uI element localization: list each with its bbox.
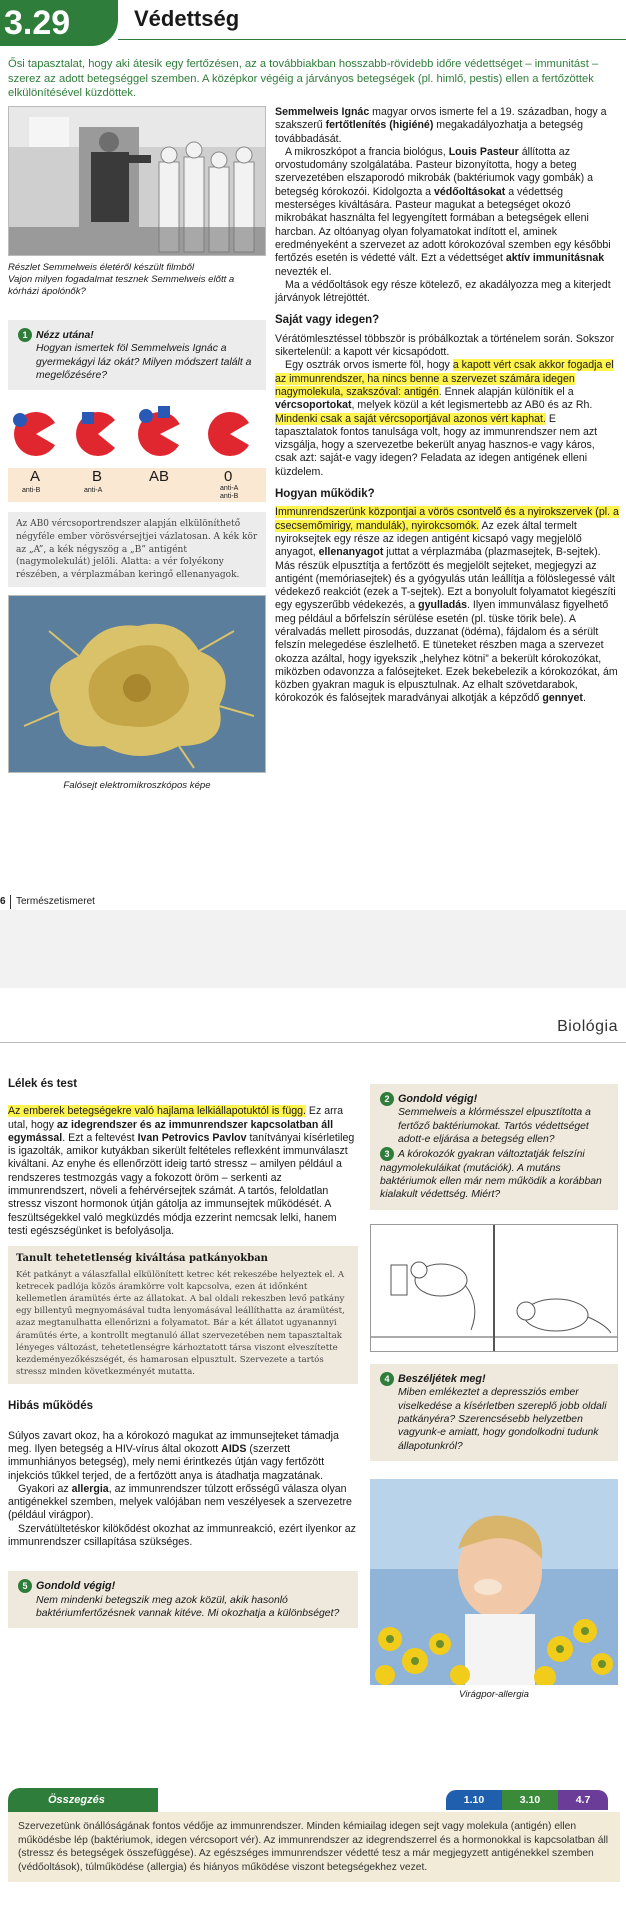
- semmelweis-film-photo: [8, 106, 266, 256]
- heading-mind-and-body: Lélek és test: [8, 1078, 78, 1090]
- task-box-4: [370, 1364, 618, 1461]
- term-pus: gennyet: [542, 692, 583, 705]
- text-span: . Ezt a feltevést: [62, 1131, 138, 1144]
- task-box-5: [8, 1571, 358, 1628]
- heading-self-or-foreign: Saját vagy idegen?: [275, 314, 380, 327]
- text-span: . Ennek alapján különítik el a: [438, 385, 574, 398]
- term-active-immunity: aktív immunitásnak: [505, 252, 605, 265]
- header-divider: [0, 1042, 626, 1043]
- task-text: A kórokozók gyakran változtatják felszíni nagymolekuláikat (mutációk). A mutáns baktériumok ellen már nem működik a korábban kialakult védettség. Miért?: [380, 1149, 602, 1201]
- paragraph-transplant: Szervátültetéskor kilökődést okozhat az immunreakció, ezért ilyenkor az immunrendszer csillapítása szükséges.: [8, 1522, 356, 1549]
- task-text: Miben emlékeztet a depressziós ember viselkedése a kísérletben szereplő jobb oldali patkányéra? Szerencsésebb helyzetben vagyunk-e amiatt, hogy gondolkodni tudunk állapotunkról?: [398, 1387, 607, 1452]
- text-span: nevezték el.: [275, 265, 332, 278]
- task-text: Semmelweis a klórmésszel elpusztította a fertőző baktériumokat. Tartós védettséget adott-e eljárása a betegség ellen?: [398, 1107, 591, 1146]
- cross-ref-tag[interactable]: 4.7: [558, 1790, 608, 1810]
- text-span: .: [582, 692, 586, 705]
- term-inflammation: gyulladás: [418, 599, 467, 612]
- micrograph-caption: Falósejt elektromikroszkópos képe: [63, 780, 211, 792]
- phagocyte-micrograph: [8, 595, 266, 773]
- summary-header: [8, 1788, 620, 1812]
- task-number-badge: 3: [380, 1147, 394, 1161]
- abo-blood-type-diagram: [8, 402, 266, 502]
- highlight-mood: Az emberek betegségekre való hajlama lelkiállapotuktól is függ.: [8, 1105, 306, 1118]
- term-allergy: allergia: [71, 1482, 109, 1495]
- term-hygiene: fertőtlenítés (higiéné): [325, 119, 434, 132]
- right-page-main-column: [8, 1078, 358, 1628]
- task-number-badge: 4: [380, 1372, 394, 1386]
- term-antibody: ellenanyagot: [318, 546, 384, 559]
- left-column: [8, 106, 266, 792]
- highlight-immune-centers: Immunrendszerünk központjai a vörös csontvelő és a nyirokszervek (pl. a csecsemőmirigy, mandulák), nyirokcsomók.: [275, 506, 619, 532]
- photo-caption-question: Vajon milyen fogadalmat tesznek Semmelweis előtt a kórházi ápolónők?: [8, 274, 235, 297]
- text-span: . Ilyen immunválasz figyelhető meg például a bőrfelszín sérülése esetén (pl. tüske törik bele). A véralvadás mellett pirosodás, duzzanat (ödéma), fájdalom és a sérült felszín melegedése észlelhető. E tüneteket részben maga a szervezet okozza azáltal, hogy igyekszik „helyhez kötni” a bekerült kórokozókat, miközben odavonzza a falósejteket. Ezek bekebelezik a kórokozókat, ám közben gyakran maguk is elpusztulnak. Az elhalt szövetdarabok, kórokozók és falósejtek maradványai alkotják a képződő: [275, 599, 618, 705]
- red-blood-cells-illustration: [8, 402, 266, 466]
- cross-ref-tag[interactable]: 3.10: [502, 1790, 558, 1810]
- intro-paragraph: Ősi tapasztalat, hogy aki átesik egy fertőzésen, az a továbbiakban hosszabb-rövidebb időre védettséget – immunitást – szerez az adott betegséggel szemben. A középkor végéig a járványos betegségek (pl. himlő, pestis) ellen a fertőzöttek elkülönítésével küzdöttek.: [8, 58, 599, 99]
- paragraph-immune-system: [275, 506, 619, 705]
- blood-type-label: B: [92, 468, 103, 486]
- term-semmelweis: Semmelweis Ignác: [275, 106, 370, 118]
- term-vaccines: védőoltásokat: [434, 185, 506, 198]
- term-pavlov: Ivan Petrovics Pavlov: [137, 1131, 247, 1144]
- blood-type-label: 0: [224, 468, 233, 486]
- title-divider: [118, 39, 626, 40]
- antibody-label: anti-B: [22, 487, 41, 495]
- antibody-label: anti-A anti-B: [220, 485, 239, 500]
- footer-divider: [10, 895, 11, 909]
- paragraph-aids: [8, 1430, 358, 1483]
- task-number-badge: 1: [18, 328, 32, 342]
- cell-type-ab: [138, 406, 184, 456]
- cross-ref-tag[interactable]: 1.10: [446, 1790, 502, 1810]
- text-span: E tapasztalatok fontos tanulsága volt, hogy az immunrendszer nem azt vizsgálja, hogy a szervezetbe bekerült anyag hasznos-e vagy káros, csak azt: saját-e vagy idegen? Feladata az idegen antigének elleni küzdelem.: [275, 412, 598, 478]
- text-span: (szerzett immunhiányos betegség), mely nemi érintkezés útján vagy fertőzött injekciós tűkkel terjed, de a fertőzött anya is átadhatja magzatának.: [8, 1442, 325, 1482]
- abo-caption: Az AB0 vércsoportrendszer alapján elkülöníthető négyféle ember vörösvérsejtjei vázlatosan. A kék kör az „A”, a kék négyszög a „B” antigént (nagymolekulát) jelöli. Alatta: a vér folyékony részében, a vérplazmában keringő ellenanyagok.: [8, 512, 266, 587]
- experiment-text: Két patkányt a válaszfallal elkülönített ketrec két rekeszébe helyeztek el. A ketrecek padlója közös áramkörre volt kapcsolva, ezen át időnként kellemetlen áramütés érte az állatokat. A bal oldali rekeszben levő patkány egy billentyű megnyomásával tudta lenyomásával leállíthatta az áramütést, azaz megtanulhatta ellenőrizni a folyamatot. Bár a két állatot ugyanannyi áramütés érte, a kontrollt megtanuló állat szervezetében nem tapasztaltak lényeges változást, tehetetlenségre kárhoztatott társa viszont elveszítette kezdeményezőkészségét, és hamarosan elpusztult. Szervezete a tartós stressz minden következményét mutatta.: [16, 1269, 345, 1378]
- textbook-page-left: [0, 0, 626, 910]
- cell-type-a: [13, 412, 60, 456]
- paragraph-semmelweis: [275, 106, 619, 146]
- photo-caption-title: Részlet Semmelweis életéről készült filmből: [8, 262, 195, 273]
- page-gap: [0, 910, 626, 988]
- task-box-2-3: [370, 1084, 618, 1210]
- paragraph-allergy: [8, 1483, 358, 1523]
- text-span: juttat a vérplazmába (plazmasejtek, B-sejtek). Más részük elpusztítja a fertőzött és megjelölt sejteket, megjegyzi az antigént (memóriasejtek) és a gyógyulás után leállítja a fölöslegessé vált védekező reakciót (ezek a T-sejtek). Ezt a bonyolult folyamatot kiegészíti egy egyszerűbb védekezés, a: [275, 546, 616, 612]
- footer-book-title: Természetismeret: [16, 896, 95, 907]
- text-span: A mikroszkópot a francia biológus,: [285, 145, 449, 158]
- text-span: állította az orvostudomány szolgálatába. Pasteur bizonyította, hogy a beteg szervezetében elszaporodó mikrobák (baktériumok vagy gombák) a betegség kórokozói. Kidolgozta a: [275, 145, 593, 198]
- text-span: , melyek közül a két legismertebb az AB0 és az Rh.: [351, 399, 593, 412]
- heading-malfunction: Hibás működés: [8, 1400, 93, 1413]
- page-footer: [0, 893, 626, 910]
- text-span: Gyakori az: [18, 1482, 72, 1495]
- term-blood-groups: vércsoportokat: [275, 399, 352, 412]
- subject-header: Biológia: [557, 1018, 618, 1035]
- experiment-box: [8, 1246, 358, 1384]
- antibody-label: anti-A: [84, 487, 103, 495]
- rat-experiment-illustration: [370, 1224, 618, 1352]
- summary-label: Összegzés: [8, 1788, 158, 1812]
- page-number: 6: [0, 896, 6, 907]
- heading-how-it-works: Hogyan működik?: [275, 488, 375, 501]
- text-span: , az immunrendszer túlzott erősségű válasza olyan antigénekkel szemben, melyek valójában nem veszélyesek a szervezetre (például virágpor).: [8, 1482, 352, 1522]
- right-page-side-column: [370, 1084, 618, 1701]
- task-title: Beszéljétek meg!: [398, 1372, 486, 1385]
- task-title: Gondold végig!: [36, 1580, 116, 1593]
- blood-type-label: AB: [149, 468, 170, 486]
- text-span: tanítványai kísérletileg is igazolták, amikor kutyákban sikerült feltételes reflexként immunválaszt kiváltani. Az enyhe és ellenőrzött ideig tartó stressz – amilyen például a rendszeres testmozgás vagy a fokozott öröm – serkenti az immunrendszert, növeli a fehérvérsejtek számát. A tartós, feloldatlan stressz viszont hormonok útján gátolja az immunsejtek működését. A feszültségekkel való megküzdés módja ezzerint nemcsak lelki, hanem testi egészségünket is befolyásolja.: [8, 1131, 355, 1237]
- task-box-1: [8, 320, 266, 390]
- plasma-strip: [8, 468, 266, 502]
- term-pasteur: Louis Pasteur: [448, 145, 519, 158]
- paragraph-antigen: [275, 359, 619, 479]
- text-span: megakadályozhatja a betegség továbbadását.: [275, 119, 583, 145]
- right-column: [275, 106, 619, 706]
- chapter-number: 3.29: [0, 0, 118, 46]
- text-span: Súlyos zavart okoz, ha a kórokozó magukat az immunsejteket támadja meg. Ilyen betegség a HIV-vírus által okozott: [8, 1429, 339, 1455]
- term-nervous-immune-link: az idegrendszer és az immunrendszer kapcsolatban áll egymással: [8, 1118, 334, 1144]
- text-span: Az ezek által termelt nyiroksejtek egy része az idegen antigént kicsapó vagy megjelölő anyagot,: [275, 519, 582, 559]
- text-span: a védettség mesterséges kiváltására. Pasteur magukat a betegséget okozó mikrobákat használta fel legyengített formában a betegségek elleni harcban. Az oltóanyag olyan folyamatokat indított el, aminek eredményeként a szervezet az adott kórokozóval szemben egy későbbi fertőzés esetén is védetté vált. Ezt a védettséget: [275, 185, 611, 265]
- page-title: Védettség: [134, 6, 240, 31]
- task-title: Nézz utána!: [36, 329, 94, 341]
- task-text: Nem mindenki betegszik meg azok közül, akik hasonló baktériumfertőzésnek vannak kitéve. Mi okozhatja a különbséget?: [36, 1594, 340, 1620]
- experiment-title: Tanult tehetetlenség kiváltása patkányokban: [16, 1253, 268, 1265]
- allergy-caption: Virágpor-allergia: [458, 1689, 530, 1701]
- summary-text: Szervezetünk önállóságának fontos védője az immunrendszer. Minden kémiailag idegen sejt vagy molekula (antigén) ellen működésbe lép (baktériumok, idegen vércsoport vér). Az immunrendszer az idegrendszerrel és a hormonokkal is kapcsolatban áll (stressz és betegségek összefüggése). Az egészséges immunrendszer védetté tesz a már megjegyzett antigénekkel szemben (védőoltások), túlműködése (allergia) és hiányos működése viszont betegségekhez vezet.: [8, 1812, 620, 1882]
- cell-type-b: [76, 412, 120, 456]
- paragraph-vaccination: Ma a védőoltások egy része kötelező, ez akadályozza meg a kiterjedt járványok létrejöttét.: [275, 278, 611, 305]
- paragraph-transfusion: Vérátömlesztéssel többször is próbálkoztak a történelem során. Sokszor sikertelenül: a kapott vér kicsapódott.: [275, 332, 615, 359]
- blood-type-label: A: [30, 468, 41, 486]
- text-span: Egy osztrák orvos ismerte föl, hogy: [285, 359, 453, 372]
- task-number-badge: 5: [18, 1579, 32, 1593]
- textbook-page-right: [0, 988, 626, 1932]
- cell-type-0: [208, 412, 254, 456]
- text-span: Ez arra utal, hogy: [8, 1105, 344, 1131]
- highlight-same-blood: Mindenki csak a saját vércsoportjával azonos vért kaphat.: [275, 412, 546, 425]
- text-span: magyar orvos ismerte fel a 19. században, hogy a szakszerű: [275, 106, 607, 132]
- paragraph-stress: [8, 1105, 358, 1238]
- task-text: Hogyan ismertek föl Semmelweis Ignác a gyermekágyi láz okát? Milyen módszert talált a megelőzésére?: [36, 343, 252, 381]
- term-aids: AIDS: [221, 1442, 247, 1455]
- highlight-antigen: a kapott vért csak akkor fogadja el az immunrendszer, ha nincs benne a szervezet számára idegen nagymolekula, szakszóval: antigén: [275, 359, 614, 398]
- pollen-allergy-photo: [370, 1479, 618, 1685]
- task-title: Gondold végig!: [398, 1092, 478, 1105]
- task-number-badge: 2: [380, 1092, 394, 1106]
- paragraph-pasteur: [275, 146, 619, 279]
